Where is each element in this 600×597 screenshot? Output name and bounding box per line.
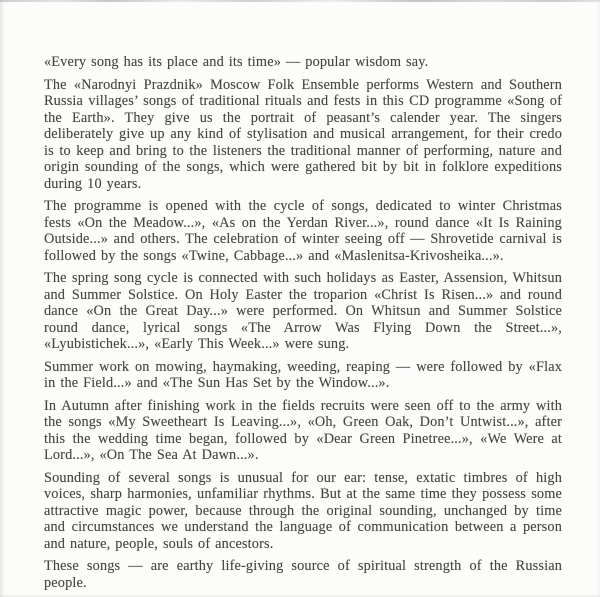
- liner-notes-text: [44, 54, 562, 597]
- paragraph-closing: These songs — are earthy life-giving source of spiritual strength of the Russian people.: [44, 558, 562, 591]
- paragraph-autumn-cycle: In Autumn after finishing work in the fields recruits were seen off to the army with the songs «My Sweetheart Is Leaving...», «Oh, Green Oak, Don’t Untwist...», after this the wedding time began, followed by «Dear Green Pinetree...», «We Were at Lord...», «On The Sea At Dawn...».: [44, 397, 562, 463]
- paragraph-epigraph: «Every song has its place and its time» — popular wisdom say.: [44, 54, 429, 70]
- paragraph-sounding: Sounding of several songs is unusual for our ear: tense, extatic timbres of high voices, sharp harmonies, unfamiliar rhythms. But at the same time they possess some attractive magic power, because through the original sounding, unchanged by time and circumstances we understand the language of communication between a person and nature, people, souls of ancestors.: [44, 469, 562, 552]
- paragraph-spring-cycle: The spring song cycle is connected with such holidays as Easter, Assension, Whitsun and Summer Solstice. On Holy Easter the troparion «Christ Is Risen...» and round dance «On the Great Day...» were performed. On Whitsun and Summer Solstice round dance, lyrical songs «The Arrow Was Flying Down the Street...», «Lyubistichek...», «Early This Week...» were sung.: [44, 270, 562, 352]
- paragraph-summer-work: Summer work on mowing, haymaking, weeding, reaping — were followed by «Flax in the Field...» and «The Sun Has Set by the Window...».: [44, 358, 562, 391]
- paragraph-ensemble-intro: The «Narodnyi Prazdnik» Moscow Folk Ensemble performs Western and Southern Russia villages’ songs of traditional rituals and fests in this CD programme «Song of the Earth». They give us the portrait of peasant’s calender year. The singers deliberately give up any kind of stylisation and musical arrangement, for their credo is to keep and bring to the listeners the traditional manner of performing, nature and origin sounding of the songs, which were gathered bit by bit in folklore expeditions during 10 years.: [44, 76, 562, 192]
- paragraph-winter-cycle: The programme is opened with the cycle of songs, dedicated to winter Christmas fests «On the Meadow...», «As on the Yerdan River...», round dance «It Is Raining Outside...» and others. The celebration of winter seeing off — Shrovetide carnival is followed by the songs «Twine, Cabbage...» and «Maslenitsa-Krivosheika...».: [44, 198, 562, 264]
